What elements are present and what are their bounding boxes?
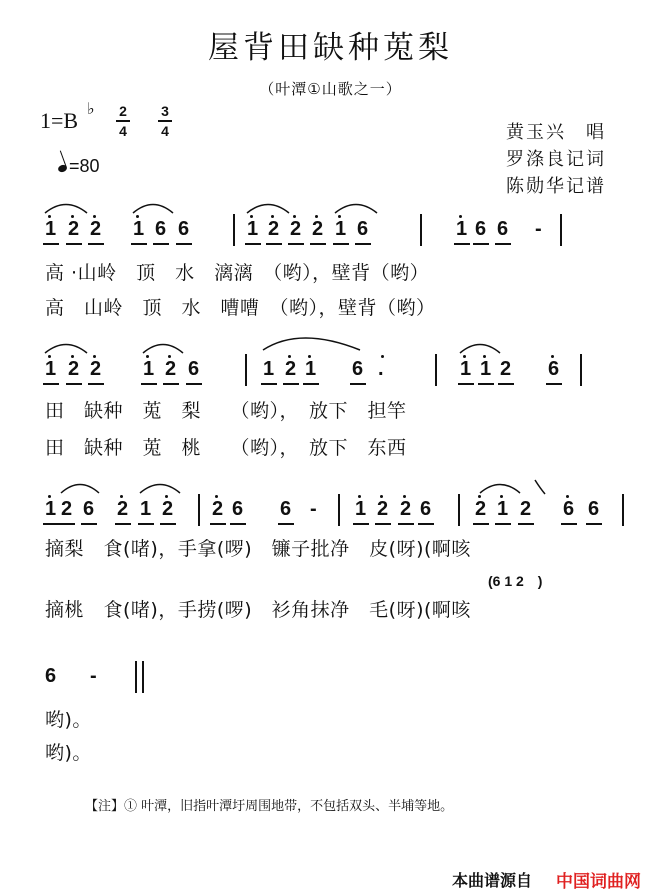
note: 1 [480,358,492,380]
source-label: 本曲谱源自 [452,871,533,890]
note: 6 [357,218,369,240]
note: 1 [355,498,367,520]
flat-sign: ♭ [87,99,95,118]
note: 1 [497,498,509,520]
lyric-line-2a: 田 缺种 莵 梨 （哟）， 放下 担竿 [45,400,407,422]
note: 1 [305,358,317,380]
note: 2 [90,218,102,240]
note: 6 [178,218,190,240]
note: 2 [500,358,512,380]
note: 1 [460,358,472,380]
note: 1 [45,358,57,380]
meter-bottom: 4 [119,123,127,139]
note: 1 [45,498,57,520]
lyric-line-4b: 哟)。 [45,742,92,764]
note: 2 [162,498,174,520]
song-title: 屋背田缺种莵梨 [208,30,453,66]
meter-top: 3 [161,103,169,119]
note: 1 [45,218,57,240]
note: 6 [475,218,487,240]
lyric-line-1a: 高 ·山岭 顶 水 漓漓 （哟），壁背（哟） [45,262,430,284]
lyric-line-3b: 摘桃 食(啫)，手捞(啰) 衫角抹净 毛(呀)(啊咳 [45,599,471,621]
note: 6 [45,665,57,687]
credit-singer: 黄玉兴 唱 [506,122,606,143]
credit-lyrics: 罗涤良记词 [506,149,606,170]
site-link[interactable]: 中国词曲网 [556,872,641,892]
note: 6 [548,358,560,380]
note: 2 [90,358,102,380]
note: 2 [520,498,532,520]
key-signature: 1=B [40,108,79,133]
note: 6 [420,498,432,520]
note: 1 [140,498,152,520]
note: 1 [263,358,275,380]
variant-notes: (6 1 2 ) [488,573,543,589]
footnote: 【注】① 叶潭，旧指叶潭圩周围地带，不包括双头、半埔等地。 [85,799,454,814]
note: 2 [268,218,280,240]
note: 2 [377,498,389,520]
note: - [90,665,97,687]
note: 2 [68,358,80,380]
note: 2 [285,358,297,380]
note: 6 [188,358,200,380]
note: 2 [212,498,224,520]
note: 2 [68,218,80,240]
note: 1 [335,218,347,240]
note: 6 [83,498,95,520]
meter-top: 2 [119,103,127,119]
note: 2 [61,498,73,520]
credit-notation: 陈勋华记谱 [506,176,606,197]
lyric-line-2b: 田 缺种 莵 桃 （哟）， 放下 东西 [45,437,407,459]
note: 1 [456,218,468,240]
lyric-line-4a: 哟)。 [45,709,92,731]
note: 6 [588,498,600,520]
note: 6 [232,498,244,520]
note: 6 [497,218,509,240]
note: 2 [312,218,324,240]
note: - [310,498,317,520]
note: 2 [400,498,412,520]
subtitle-text: （叶潭①山歌之一） [259,80,402,98]
note: 2 [475,498,487,520]
tempo-value: =80 [69,156,100,176]
note: 6 [155,218,167,240]
note: 1 [247,218,259,240]
note: - [535,218,542,240]
lyric-line-1b: 高 山岭 顶 水 嘈嘈 （哟），壁背（哟） [45,297,436,319]
note: 1 [133,218,145,240]
note: 1 [143,358,155,380]
lyric-line-3a: 摘梨 食(啫)，手拿(啰) 镰子批净 皮(呀)(啊咳 [45,538,471,560]
meter-bottom: 4 [161,123,169,139]
note: 2 [165,358,177,380]
note: 6 [563,498,575,520]
note: 2 [117,498,129,520]
note: 6 [280,498,292,520]
note: . [378,358,384,380]
note: 6 [352,358,364,380]
note: 2 [290,218,302,240]
